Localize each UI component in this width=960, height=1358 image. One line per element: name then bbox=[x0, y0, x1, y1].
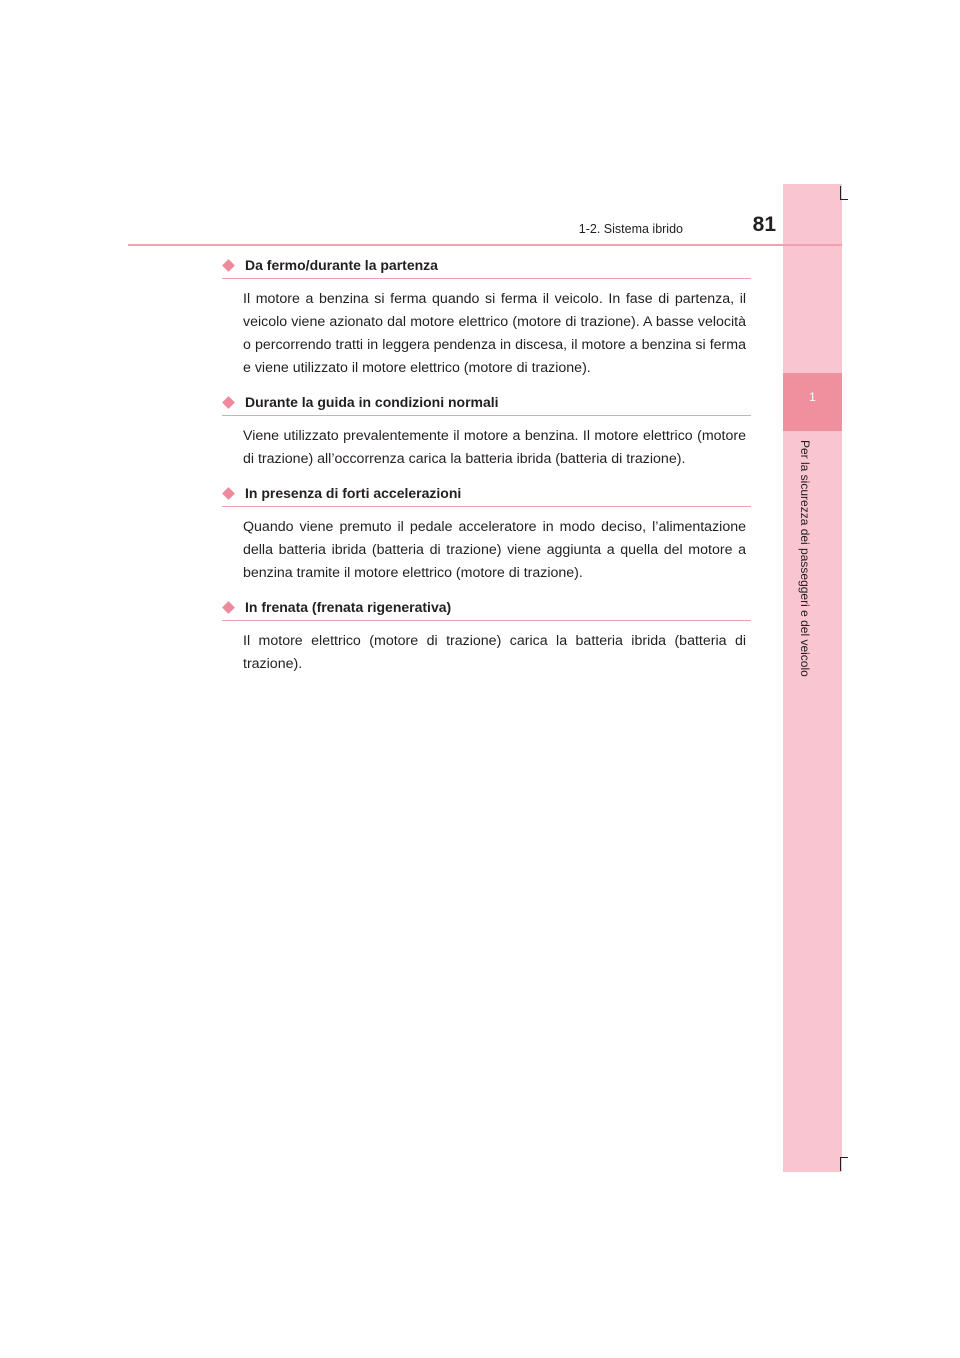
heading-text: Durante la guida in condizioni normali bbox=[245, 394, 499, 410]
crop-mark-bottom-horizontal bbox=[840, 1157, 848, 1158]
subsection bbox=[222, 392, 751, 471]
section-title: 1-2. Sistema ibrido bbox=[578, 222, 683, 236]
subsection bbox=[222, 255, 751, 380]
header-rule bbox=[128, 244, 842, 246]
chapter-number: 1 bbox=[809, 390, 816, 404]
subsection-body: Viene utilizzato prevalentemente il motore a benzina. Il motore elettrico (motore di trazione) all’occorrenza carica la batteria ibrida (batteria di trazione). bbox=[243, 428, 746, 467]
subsection-body: Quando viene premuto il pedale acceleratore in modo deciso, l’alimentazione della batteria ibrida (batteria di trazione) viene aggiunta a quella del motore a benzina tramite il motore elettrico (motore di trazione). bbox=[243, 519, 746, 581]
subsection-heading bbox=[222, 483, 751, 507]
crop-mark-top-vertical bbox=[840, 186, 841, 200]
subsection-body: Il motore elettrico (motore di trazione) carica la batteria ibrida (batteria di trazione). bbox=[243, 633, 746, 672]
crop-mark-bottom-vertical bbox=[840, 1157, 841, 1171]
page-content bbox=[222, 255, 751, 688]
subsection-heading bbox=[222, 255, 751, 279]
chapter-side-tab bbox=[783, 184, 842, 1172]
diamond-bullet-icon bbox=[222, 487, 235, 500]
subsection-heading bbox=[222, 597, 751, 621]
page-number: 81 bbox=[752, 213, 776, 236]
heading-text: In frenata (frenata rigenerativa) bbox=[245, 599, 452, 615]
chapter-title: Per la sicurezza dei passeggeri e del veicolo bbox=[798, 440, 812, 677]
crop-mark-top-horizontal bbox=[840, 199, 848, 200]
diamond-bullet-icon bbox=[222, 259, 235, 272]
diamond-bullet-icon bbox=[222, 601, 235, 614]
heading-text: Da fermo/durante la partenza bbox=[245, 257, 438, 273]
subsection bbox=[222, 597, 751, 676]
subsection bbox=[222, 483, 751, 585]
subsection-body: Il motore a benzina si ferma quando si ferma il veicolo. In fase di partenza, il veicolo viene azionato dal motore elettrico (motore di trazione). A basse velocità o percorrendo tratti in leggera pendenza in discesa, il motore a benzina si ferma e viene utilizzato il motore elettrico (motore di trazione). bbox=[243, 291, 746, 376]
heading-text: In presenza di forti accelerazioni bbox=[245, 485, 462, 501]
diamond-bullet-icon bbox=[222, 396, 235, 409]
subsection-heading bbox=[222, 392, 751, 416]
